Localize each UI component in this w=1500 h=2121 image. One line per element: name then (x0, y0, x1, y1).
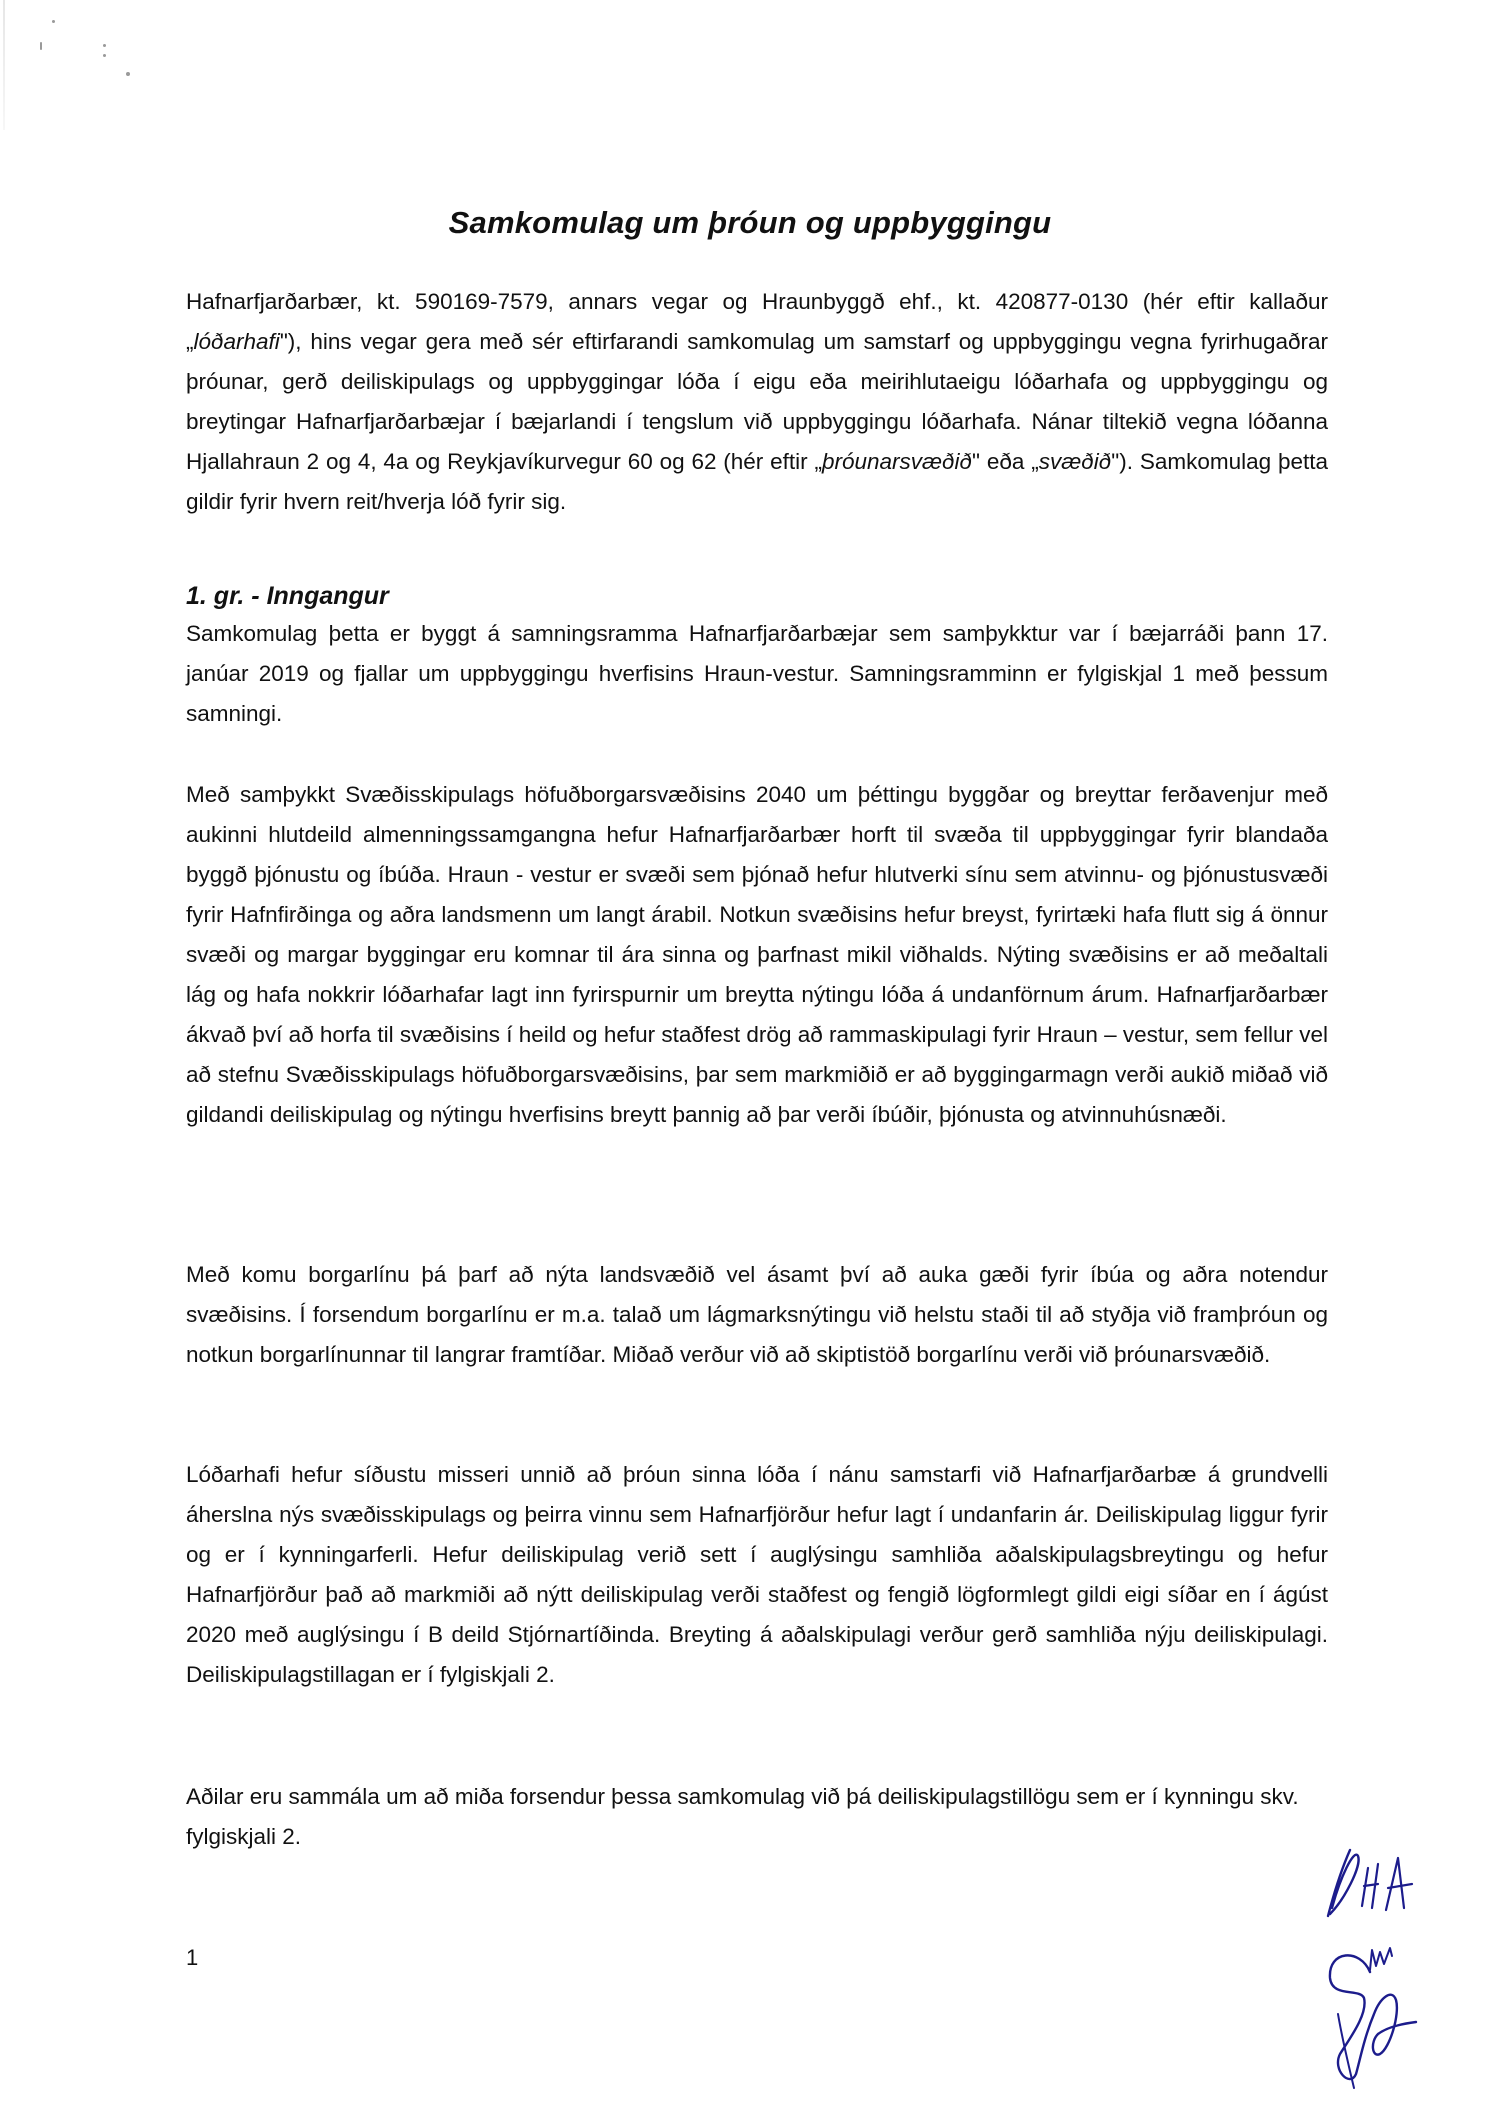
scan-speck (126, 72, 130, 76)
scan-speck (103, 44, 106, 47)
section-paragraph (186, 1255, 1328, 1375)
section-paragraph (186, 1455, 1328, 1695)
intro-text-2: "), hins vegar gera með sér eftirfarandi samkomulag um samstarf og uppbyggingu vegna fyrirhugaðrar þróunar, gerð deiliskipulags og uppbyggingar lóða í eigu eða meirihlutaeigu lóðarhafa og uppbyggingu og breytingar Hafnarfjarðarbæjar í bæjarlandi í tengslum við uppbyggingu lóðarhafa. Nánar tiltekið vegna lóðanna Hjallahraun 2 og 4, 4a og Reykjavíkurvegur 60 og 62 (hér eftir „ (186, 329, 1328, 474)
section-paragraph (186, 1777, 1328, 1857)
intro-text-1: Hafnarfjarðarbær, kt. 590169-7579, annars vegar og Hraunbyggð ehf., kt. 420877-0130 (hér eftir kallaður „ (186, 289, 1328, 354)
intro-text-4: "). Samkomulag þetta gildir fyrir hvern reit/hverja lóð fyrir sig. (186, 449, 1328, 514)
paragraph-text: Samkomulag þetta er byggt á samningsramma Hafnarfjarðarbæjar sem samþykktur var í bæjarráði þann 17. janúar 2019 og fjallar um uppbyggingu hverfisins Hraun-vestur. Samningsramminn er fylgiskjal 1 með þessum samningi. (186, 621, 1328, 726)
signature-stroke-top (1370, 1948, 1392, 1970)
scan-speck (52, 20, 55, 23)
scan-speck (103, 54, 106, 57)
section-paragraph (186, 614, 1328, 734)
paragraph-text: Lóðarhafi hefur síðustu misseri unnið að þróun sinna lóða í nánu samstarfi við Hafnarfjarðarbæ á grundvelli áherslna nýs svæðisskipulags og þeirra vinnu sem Hafnarfjörður hefur lagt í undanfarin ár. Deiliskipulag liggur fyrir og er í kynningarferli. Hefur deiliskipulag verið sett í auglýsingu samhliða aðalskipulagsbreytingu og hefur Hafnarfjörður það að markmiði að nýtt deiliskipulag verði staðfest og fengið lögformlegt gildi eigi síðar en í ágúst 2020 með auglýsingu í B deild Stjórnartíðinda. Breyting á aðalskipulagi verður gerð samhliða nýju deiliskipulagi. Deiliskipulagstillagan er í fylgiskjali 2. (186, 1462, 1328, 1687)
initials-stroke-letter-3 (1386, 1858, 1412, 1910)
scan-edge-mark (3, 0, 5, 130)
page-number: 1 (186, 1945, 199, 1970)
paragraph-text: Með komu borgarlínu þá þarf að nýta landsvæðið vel ásamt því að auka gæði fyrir íbúa og aðra notendur svæðisins. Í forsendum borgarlínu er m.a. talað um lágmarksnýtingu við helstu staði til að styðja við framþróun og notkun borgarlínunnar til langrar framtíðar. Miðað verður við að skiptistöð borgarlínu verði við þróunarsvæðið. (186, 1262, 1328, 1367)
initials-stroke-letter-2 (1362, 1864, 1378, 1908)
document-title: Samkomulag um þróun og uppbyggingu (448, 205, 1052, 240)
signature-stroke-loop (1330, 1955, 1416, 2079)
defined-term-throunarsvaedid: þróunarsvæðið (821, 449, 973, 474)
scan-speck (40, 42, 42, 50)
paragraph-text: Aðilar eru sammála um að miða forsendur þessa samkomulag við þá deiliskipulagstillögu sem er í kynningu skv. fylgiskjali 2. (186, 1784, 1299, 1849)
intro-text-3: " eða „ (972, 449, 1039, 474)
defined-term-svaedid: svæðið (1038, 449, 1112, 474)
initials-stroke-letter-1 (1328, 1850, 1359, 1916)
defined-term-lodarhafi: lóðarhafi (193, 329, 280, 354)
handwritten-initials-signature (1320, 1838, 1430, 2098)
section-paragraph (186, 775, 1328, 1135)
section-heading-1: 1. gr. - Inngangur (186, 582, 389, 610)
intro-paragraph (186, 282, 1328, 522)
paragraph-text: Með samþykkt Svæðisskipulags höfuðborgarsvæðisins 2040 um þéttingu byggðar og breyttar ferðavenjur með aukinni hlutdeild almenningssamgangna hefur Hafnarfjarðarbær horft til svæða til uppbyggingar fyrir blandaða byggð þjónustu og íbúða. Hraun - vestur er svæði sem þjónað hefur hlutverki sínu sem atvinnu- og þjónustusvæði fyrir Hafnfirðinga og aðra landsmenn um langt árabil. Notkun svæðisins hefur breyst, fyrirtæki hafa flutt sig á önnur svæði og margar byggingar eru komnar til ára sinna og þarfnast mikil viðhalds. Nýting svæðisins er að meðaltali lág og hafa nokkrir lóðarhafar lagt inn fyrirspurnir um breytta nýtingu lóða á undanförnum árum. Hafnarfjarðarbær ákvað því að horfa til svæðisins í heild og hefur staðfest drög að rammaskipulagi fyrir Hraun – vestur, sem fellur vel að stefnu Svæðisskipulags höfuðborgarsvæðisins, þar sem markmiðið er að byggingarmagn verði aukið miðað við gildandi deiliskipulag og nýtingu hverfisins breytt þannig að þar verði íbúðir, þjónusta og atvinnuhúsnæði. (186, 782, 1328, 1127)
